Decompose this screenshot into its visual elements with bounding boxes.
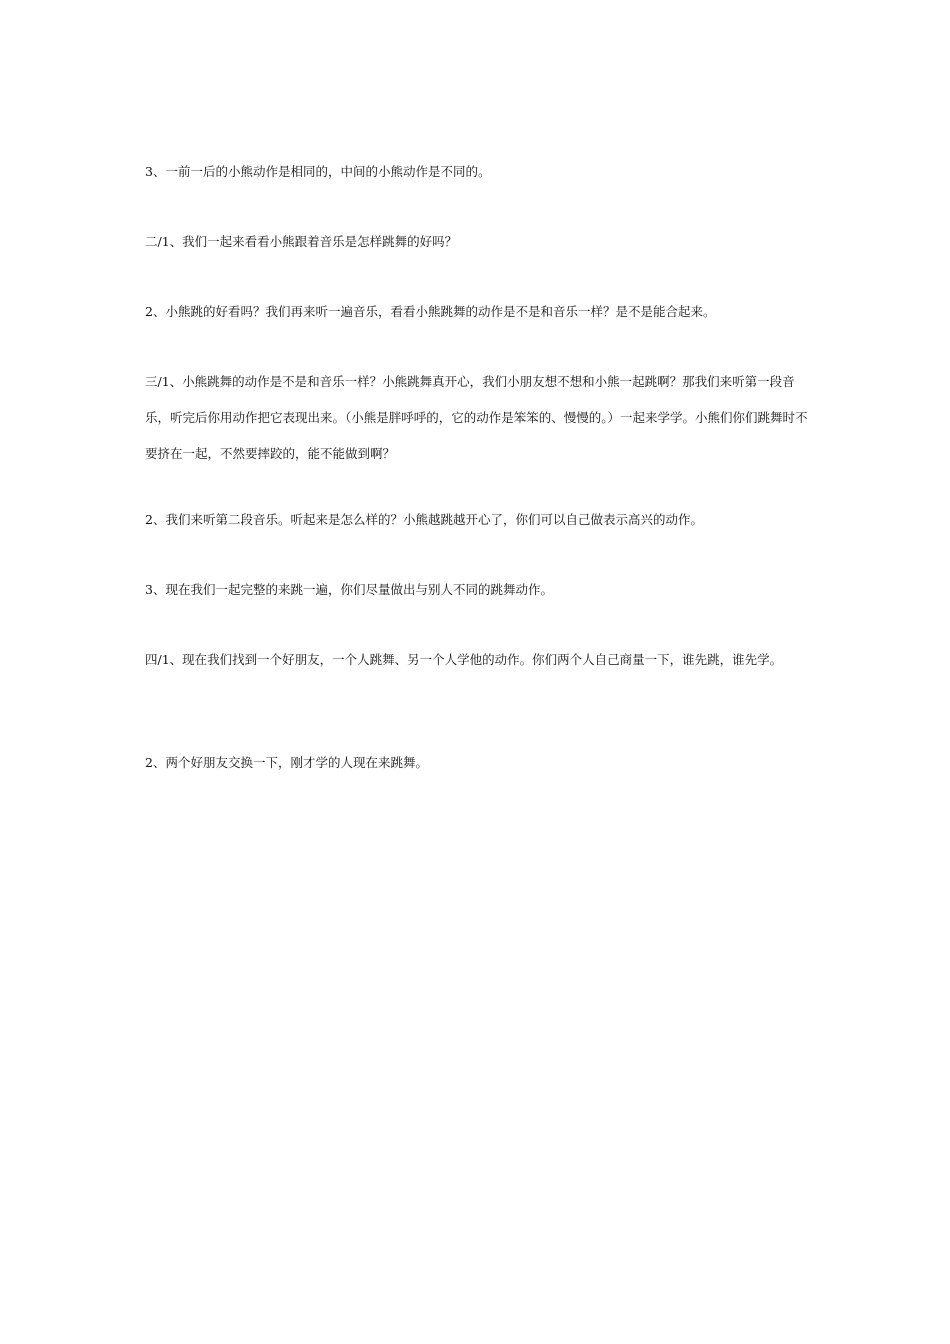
paragraph-3: 2、小熊跳的好看吗？我们再来听一遍音乐，看看小熊跳舞的动作是不是和音乐一样？是不是能合起来。 [145, 304, 716, 319]
paragraph-4: 三/1、小熊跳舞的动作是不是和音乐一样？小熊跳舞真开心，我们小朋友想不想和小熊一起跳啊？那我们来听第一段音乐，听完后你用动作把它表现出来。（小熊是胖呼呼的，它的动作是笨笨的、慢慢的。）一起来学学。小熊们你们跳舞时不要挤在一起，不然要摔跤的，能不能做到啊？ [145, 374, 808, 461]
paragraph-5: 2、我们来听第二段音乐。听起来是怎么样的？小熊越跳越开心了，你们可以自己做表示高兴的动作。 [145, 512, 703, 527]
paragraph-2: 二/1、我们一起来看看小熊跟着音乐是怎样跳舞的好吗？ [145, 234, 458, 249]
paragraph-8: 2、两个好朋友交换一下，刚才学的人现在来跳舞。 [145, 755, 428, 770]
paragraph-7: 四/1、现在我们找到一个好朋友，一个人跳舞、另一个人学他的动作。你们两个人自己商量一下，谁先跳，谁先学。 [145, 652, 783, 667]
paragraph-1: 3、一前一后的小熊动作是相同的，中间的小熊动作是不同的。 [145, 164, 491, 179]
paragraph-6: 3、现在我们一起完整的来跳一遍，你们尽量做出与别人不同的跳舞动作。 [145, 582, 553, 597]
